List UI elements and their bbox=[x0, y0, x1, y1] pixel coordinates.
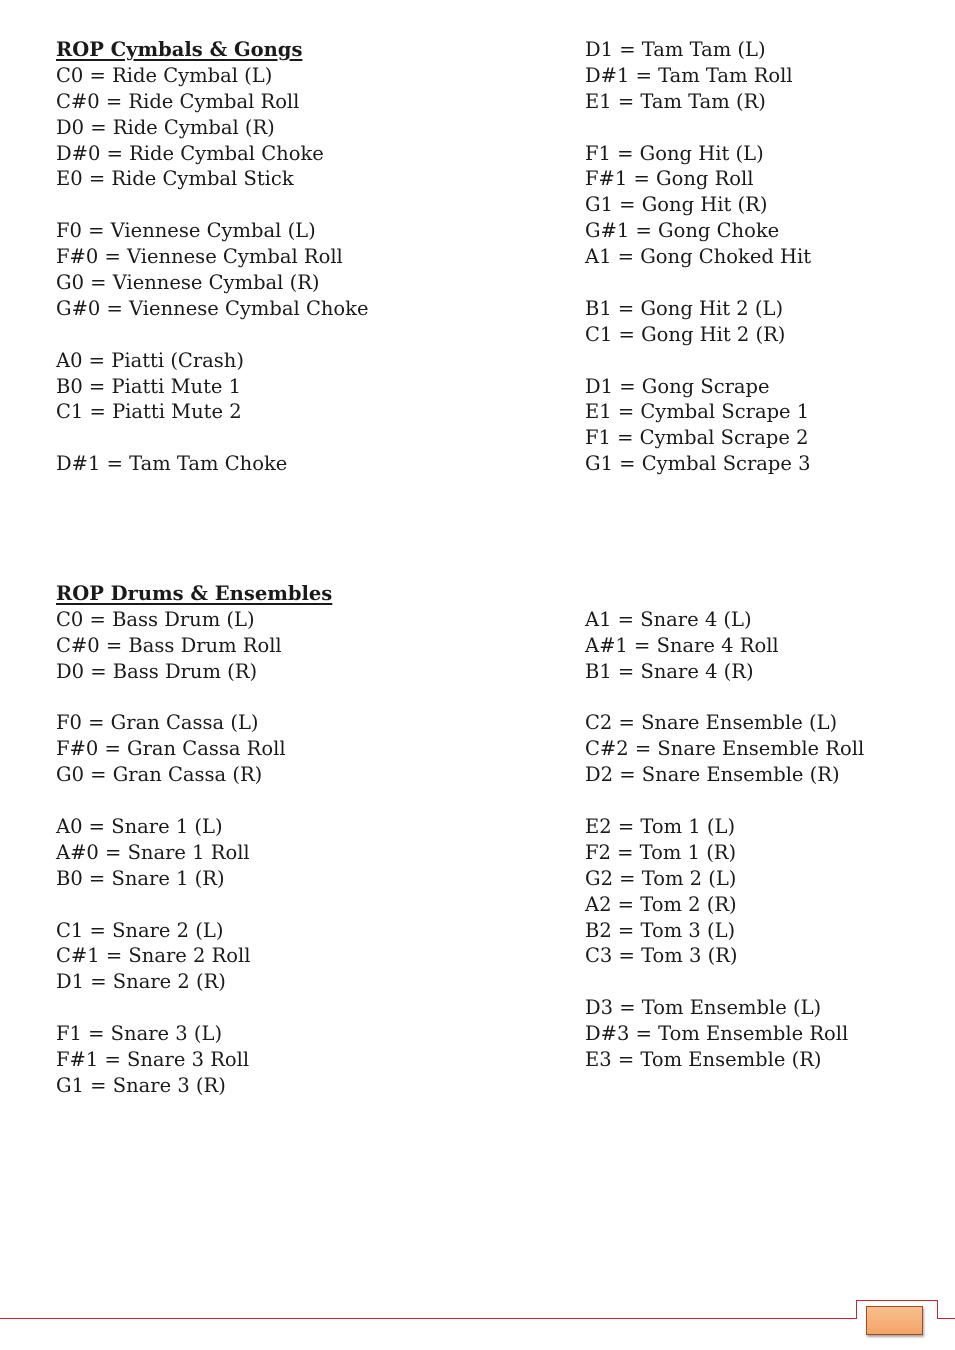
mapping-entry: B0 = Snare 1 (R) bbox=[56, 866, 225, 890]
mapping-entry: C1 = Snare 2 (L) bbox=[56, 918, 224, 942]
spacer bbox=[585, 788, 864, 814]
mapping-entry: G0 = Gran Cassa (R) bbox=[56, 763, 263, 787]
mapping-entry: D1 = Snare 2 (R) bbox=[56, 970, 226, 994]
mapping-entry: G#0 = Viennese Cymbal Choke bbox=[56, 296, 369, 320]
section-heading-cymbals-gongs: ROP Cymbals & Gongs bbox=[56, 38, 303, 61]
mapping-entry: F1 = Cymbal Scrape 2 bbox=[585, 426, 809, 450]
spacer bbox=[585, 270, 811, 296]
mapping-entry: C0 = Ride Cymbal (L) bbox=[56, 63, 273, 87]
mapping-entry: A1 = Snare 4 (L) bbox=[585, 607, 752, 631]
mapping-entry: G0 = Viennese Cymbal (R) bbox=[56, 271, 320, 295]
drums-ensembles-right-column bbox=[585, 581, 864, 1073]
mapping-entry: A2 = Tom 2 (R) bbox=[585, 892, 737, 916]
mapping-entry: A0 = Piatti (Crash) bbox=[56, 348, 244, 372]
spacer bbox=[585, 685, 864, 711]
mapping-entry: E1 = Cymbal Scrape 1 bbox=[585, 400, 810, 424]
mapping-entry: D1 = Tam Tam (L) bbox=[585, 38, 766, 61]
spacer bbox=[56, 192, 369, 218]
mapping-entry: G1 = Snare 3 (R) bbox=[56, 1073, 226, 1097]
mapping-entry: F0 = Viennese Cymbal (L) bbox=[56, 219, 316, 243]
footer-rule-right bbox=[937, 1318, 955, 1319]
spacer bbox=[585, 348, 811, 374]
mapping-entry: C#1 = Snare 2 Roll bbox=[56, 944, 251, 968]
mapping-entry: E0 = Ride Cymbal Stick bbox=[56, 167, 294, 191]
mapping-entry: A#0 = Snare 1 Roll bbox=[56, 840, 250, 864]
mapping-entry: C#0 = Ride Cymbal Roll bbox=[56, 89, 300, 113]
mapping-entry: C3 = Tom 3 (R) bbox=[585, 944, 738, 968]
mapping-entry: E1 = Tam Tam (R) bbox=[585, 89, 766, 113]
mapping-entry: G1 = Gong Hit (R) bbox=[585, 193, 768, 217]
mapping-entry: A1 = Gong Choked Hit bbox=[585, 245, 812, 269]
spacer bbox=[56, 892, 332, 918]
mapping-entry: G#1 = Gong Choke bbox=[585, 219, 780, 243]
mapping-entry: D#3 = Tom Ensemble Roll bbox=[585, 1022, 849, 1046]
footer-rule bbox=[0, 1318, 857, 1319]
mapping-entry: B0 = Piatti Mute 1 bbox=[56, 374, 242, 398]
cymbals-gongs-right-column bbox=[585, 37, 811, 477]
spacer bbox=[56, 995, 332, 1021]
mapping-entry: D3 = Tom Ensemble (L) bbox=[585, 996, 822, 1020]
mapping-entry: D#1 = Tam Tam Choke bbox=[56, 452, 288, 476]
mapping-entry: B1 = Gong Hit 2 (L) bbox=[585, 296, 784, 320]
section-heading-drums-ensembles: ROP Drums & Ensembles bbox=[56, 582, 333, 605]
spacer bbox=[56, 788, 332, 814]
spacer bbox=[585, 969, 864, 995]
mapping-entry: F2 = Tom 1 (R) bbox=[585, 840, 737, 864]
mapping-entry: B1 = Snare 4 (R) bbox=[585, 659, 754, 683]
mapping-entry: D#0 = Ride Cymbal Choke bbox=[56, 141, 324, 165]
mapping-entry: F1 = Gong Hit (L) bbox=[585, 141, 764, 165]
mapping-entry: F#1 = Gong Roll bbox=[585, 167, 754, 191]
mapping-entry: D1 = Gong Scrape bbox=[585, 374, 770, 398]
mapping-entry: F#0 = Gran Cassa Roll bbox=[56, 737, 286, 761]
mapping-entry: E3 = Tom Ensemble (R) bbox=[585, 1048, 822, 1072]
mapping-entry: B2 = Tom 3 (L) bbox=[585, 918, 736, 942]
mapping-entry: C#0 = Bass Drum Roll bbox=[56, 633, 282, 657]
mapping-entry: A#1 = Snare 4 Roll bbox=[585, 633, 779, 657]
mapping-entry: F0 = Gran Cassa (L) bbox=[56, 711, 259, 735]
drums-ensembles-left-column bbox=[56, 581, 332, 1099]
mapping-entry: E2 = Tom 1 (L) bbox=[585, 815, 736, 839]
mapping-entry: F#0 = Viennese Cymbal Roll bbox=[56, 245, 343, 269]
mapping-entry: C2 = Snare Ensemble (L) bbox=[585, 711, 838, 735]
mapping-entry: G1 = Cymbal Scrape 3 bbox=[585, 452, 811, 476]
spacer bbox=[56, 685, 332, 711]
spacer bbox=[56, 322, 369, 348]
mapping-entry: G2 = Tom 2 (L) bbox=[585, 866, 737, 890]
mapping-entry: C#2 = Snare Ensemble Roll bbox=[585, 737, 865, 761]
mapping-entry: A0 = Snare 1 (L) bbox=[56, 815, 223, 839]
mapping-entry: D2 = Snare Ensemble (R) bbox=[585, 763, 840, 787]
mapping-entry: C1 = Gong Hit 2 (R) bbox=[585, 322, 786, 346]
spacer bbox=[56, 425, 369, 451]
mapping-entry: C0 = Bass Drum (L) bbox=[56, 607, 255, 631]
mapping-entry: D0 = Ride Cymbal (R) bbox=[56, 115, 275, 139]
mapping-entry: C1 = Piatti Mute 2 bbox=[56, 400, 242, 424]
cymbals-gongs-left-column bbox=[56, 37, 369, 477]
spacer bbox=[585, 581, 864, 607]
mapping-entry: F1 = Snare 3 (L) bbox=[56, 1022, 223, 1046]
spacer bbox=[585, 115, 811, 141]
mapping-entry: D0 = Bass Drum (R) bbox=[56, 659, 258, 683]
page-number-box bbox=[866, 1306, 923, 1335]
mapping-entry: F#1 = Snare 3 Roll bbox=[56, 1048, 250, 1072]
mapping-entry: D#1 = Tam Tam Roll bbox=[585, 63, 793, 87]
